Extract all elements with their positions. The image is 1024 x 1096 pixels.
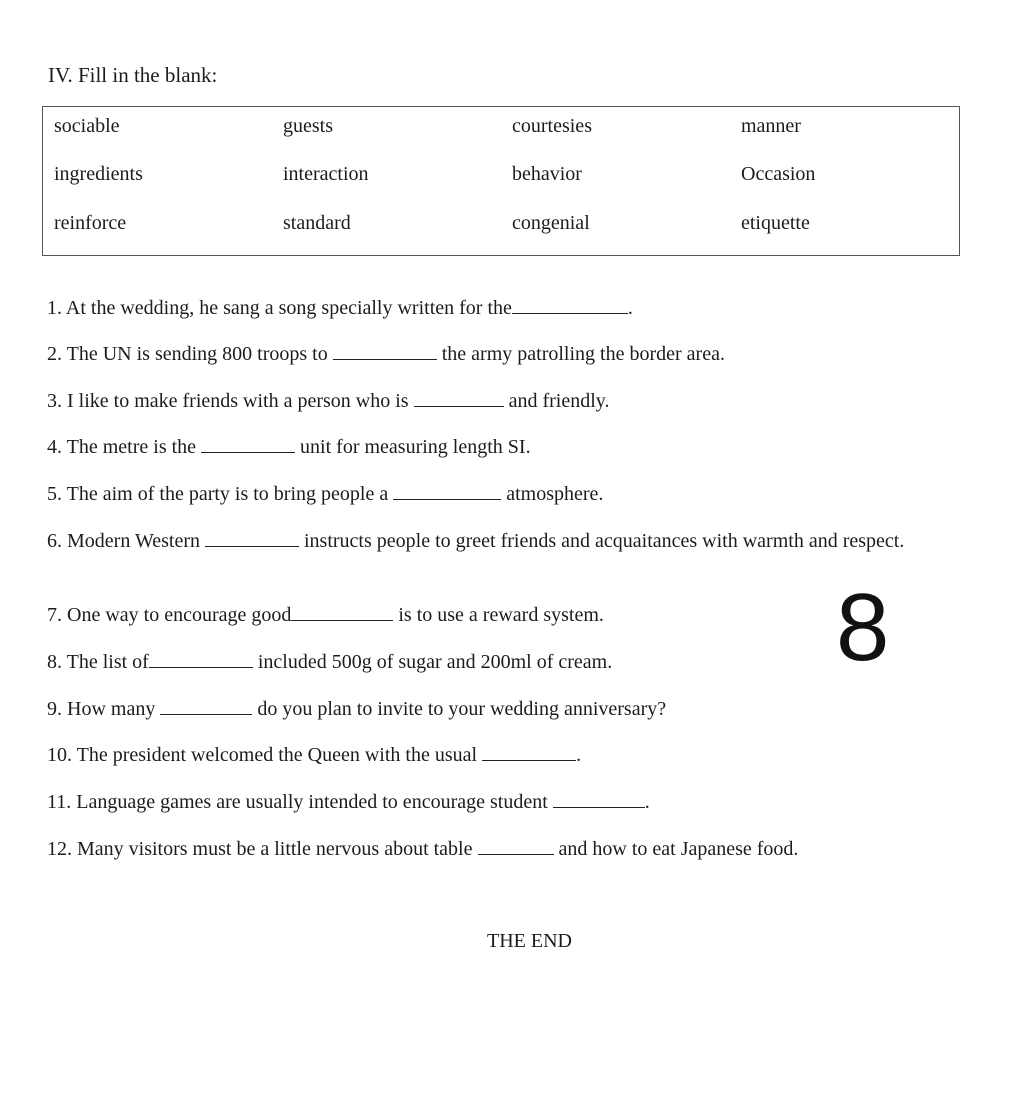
question-5 (47, 480, 603, 508)
question-text: atmosphere. (506, 483, 604, 505)
question-text: the army patrolling the border area. (441, 343, 725, 365)
word-bank-word: interaction (283, 163, 369, 185)
question-text: . (644, 791, 650, 813)
answer-blank[interactable] (205, 528, 299, 547)
question-3 (47, 387, 609, 415)
question-4 (47, 433, 531, 461)
question-text: unit for measuring length SI. (300, 436, 531, 458)
question-text: instructs people to greet friends and acquaitances with warmth and respect. (304, 530, 905, 552)
question-9 (47, 695, 666, 723)
question-text: 4. The metre is the (47, 436, 197, 458)
footer-the-end: THE END (487, 930, 572, 952)
answer-blank[interactable] (393, 481, 501, 500)
word-bank-word: etiquette (741, 212, 810, 234)
answer-blank[interactable] (333, 341, 437, 360)
question-text: 3. I like to make friends with a person who is (47, 390, 409, 412)
word-bank-word: behavior (512, 163, 582, 185)
word-bank-word: standard (283, 212, 351, 234)
question-8 (47, 648, 612, 676)
answer-blank[interactable] (553, 789, 645, 808)
word-bank-box (42, 106, 960, 256)
word-bank-word: courtesies (512, 115, 592, 137)
question-text: 2. The UN is sending 800 troops to (47, 343, 328, 365)
score-mark: 8 (836, 574, 890, 681)
question-text: 8. The list of (47, 651, 149, 673)
question-text: . (627, 297, 633, 319)
question-10 (47, 741, 581, 769)
word-bank-word: sociable (54, 115, 120, 137)
question-text: 11. Language games are usually intended to encourage student (47, 791, 548, 813)
answer-blank[interactable] (478, 836, 554, 855)
question-text: and friendly. (508, 390, 610, 412)
question-text: . (576, 744, 582, 766)
word-bank-word: ingredients (54, 163, 143, 185)
answer-blank[interactable] (291, 602, 393, 621)
question-text: and how to eat Japanese food. (558, 838, 799, 860)
question-text: included 500g of sugar and 200ml of cream. (257, 651, 613, 673)
question-text: 6. Modern Western (47, 530, 200, 552)
question-text: 12. Many visitors must be a little nervous about table (47, 838, 473, 860)
question-text: 7. One way to encourage good (47, 604, 292, 626)
word-bank-word: manner (741, 115, 801, 137)
question-6 (47, 527, 977, 556)
answer-blank[interactable] (160, 696, 252, 715)
answer-blank[interactable] (149, 649, 253, 668)
question-1 (47, 294, 633, 322)
question-12 (47, 835, 798, 863)
answer-blank[interactable] (512, 295, 628, 314)
question-11 (47, 788, 650, 816)
question-text: is to use a reward system. (398, 604, 604, 626)
question-text: 5. The aim of the party is to bring people a (47, 483, 389, 505)
question-text: 1. At the wedding, he sang a song specially written for the (47, 297, 512, 319)
question-text: 9. How many (47, 698, 156, 720)
word-bank-word: reinforce (54, 212, 127, 234)
word-bank-word: guests (283, 115, 333, 137)
word-bank-word: Occasion (741, 163, 816, 185)
question-7 (47, 601, 604, 629)
question-text: 10. The president welcomed the Queen with the usual (47, 744, 478, 766)
answer-blank[interactable] (414, 388, 504, 407)
word-bank-word: congenial (512, 212, 590, 234)
exercise-heading: IV. Fill in the blank: (48, 63, 218, 87)
answer-blank[interactable] (482, 742, 576, 761)
answer-blank[interactable] (201, 434, 295, 453)
question-text: do you plan to invite to your wedding anniversary? (257, 698, 667, 720)
question-2 (47, 340, 725, 368)
